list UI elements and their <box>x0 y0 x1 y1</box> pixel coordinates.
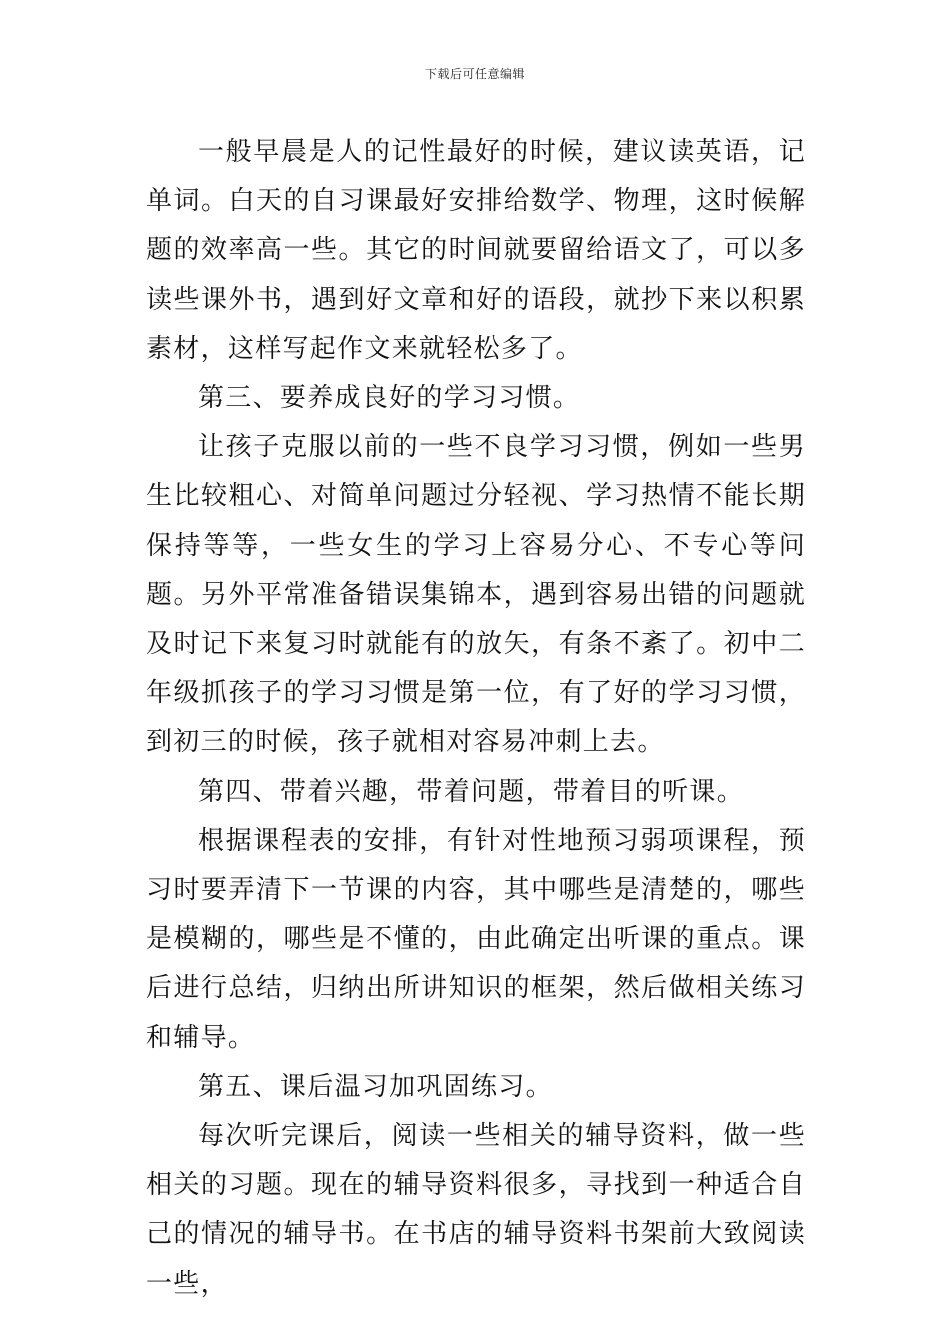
paragraph-habits: 让孩子克服以前的一些不良学习习惯，例如一些男生比较粗心、对简单问题过分轻视、学习热情不能长期保持等等，一些女生的学习上容易分心、不专心等问题。另外平常准备错误集锦本，遇到容易出错的问题就及时记下来复习时就能有的放矢，有条不紊了。初中二年级抓孩子的学习习惯是第一位，有了好的学习习惯，到初三的时候，孩子就相对容易冲刺上去。 <box>146 432 806 758</box>
heading-fourth-listening: 第四、带着兴趣，带着问题，带着目的听课。 <box>198 776 745 807</box>
document-body <box>146 128 806 1309</box>
page-header: 下载后可任意编辑 <box>424 67 525 81</box>
paragraph-morning-study: 一般早晨是人的记性最好的时候，建议读英语，记单词。白天的自习课最好安排给数学、物理，这时候解题的效率高一些。其它的时间就要留给语文了，可以多读些课外书，遇到好文章和好的语段，就抄下来以积累素材，这样写起作文来就轻松多了。 <box>146 137 806 364</box>
paragraph-review: 每次听完课后，阅读一些相关的辅导资料，做一些相关的习题。现在的辅导资料很多，寻找到一种适合自己的情况的辅导书。在书店的辅导资料书架前大致阅读一些， <box>146 1121 806 1299</box>
paragraph-preview: 根据课程表的安排，有针对性地预习弱项课程，预习时要弄清下一节课的内容，其中哪些是清楚的，哪些是模糊的，哪些是不懂的，由此确定出听课的重点。课后进行总结，归纳出所讲知识的框架，然后做相关练习和辅导。 <box>146 825 806 1053</box>
heading-fifth-review: 第五、课后温习加巩固练习。 <box>198 1071 553 1102</box>
heading-third-habits: 第三、要养成良好的学习习惯。 <box>198 383 581 414</box>
